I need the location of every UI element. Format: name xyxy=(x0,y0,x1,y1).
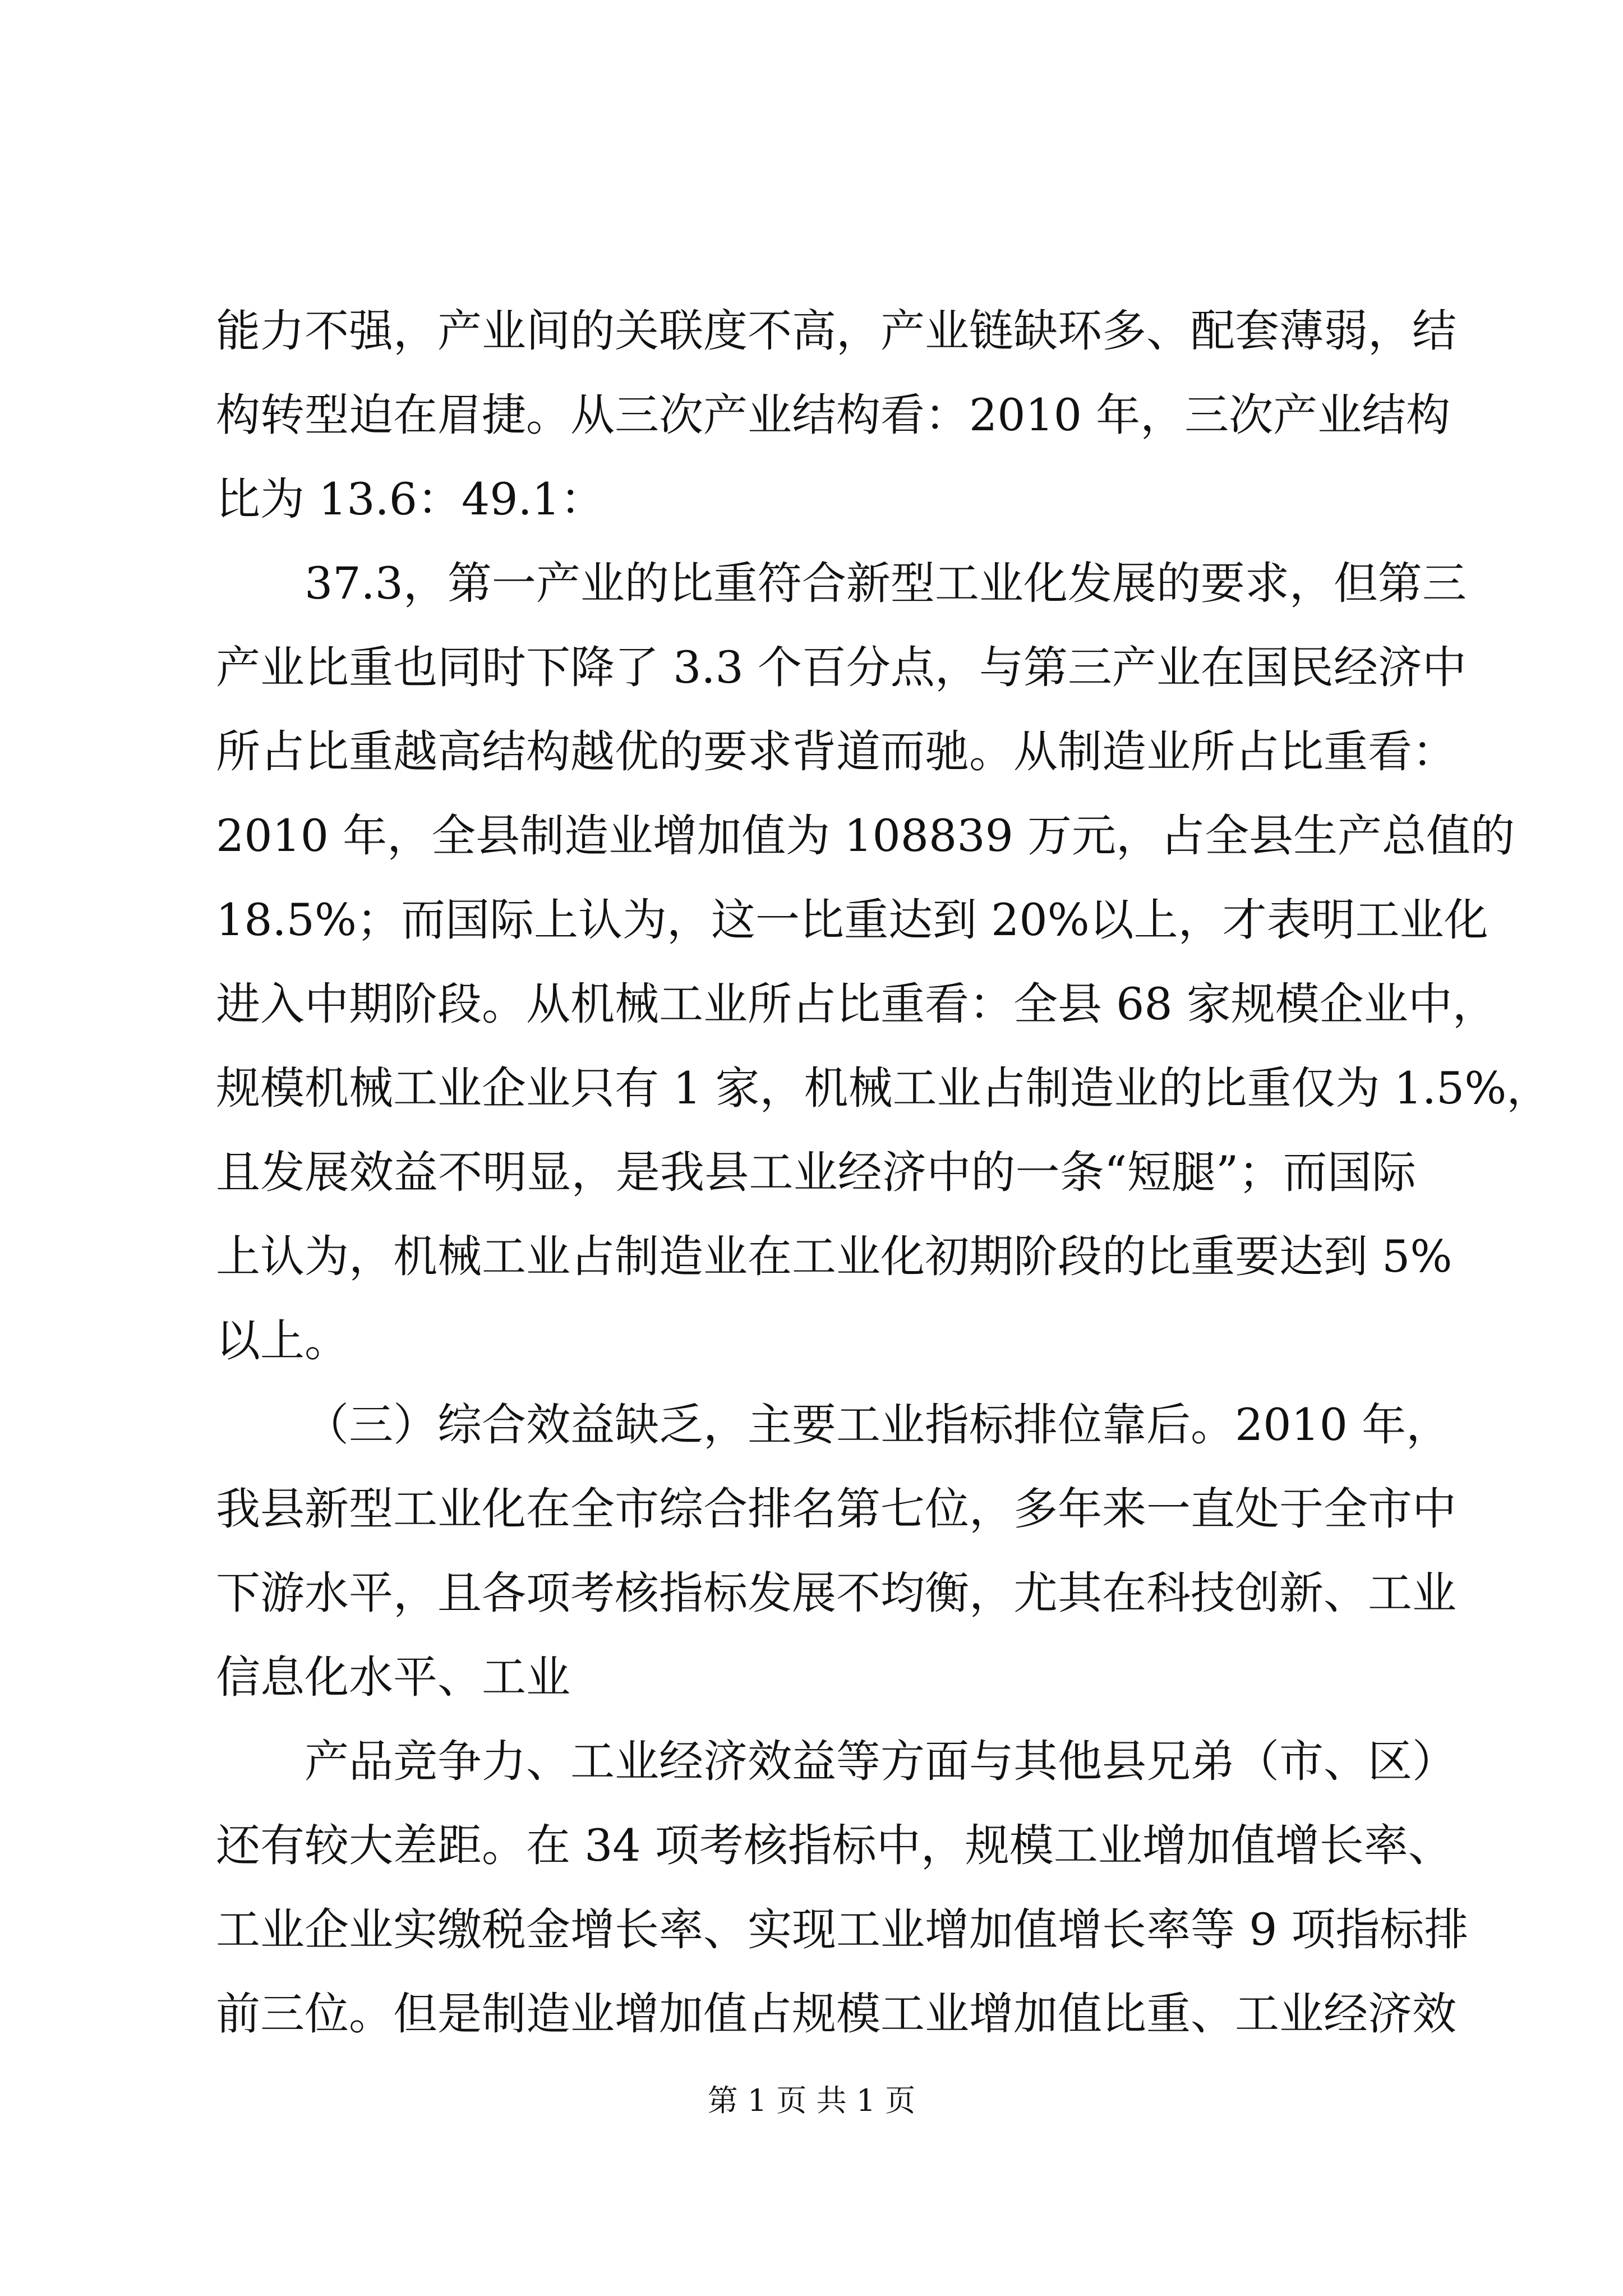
text-line: 我县新型工业化在全市综合排名第七位，多年来一直处于全市中 xyxy=(216,1483,1456,1535)
section-heading-line: （三）综合效益缺乏，主要工业指标排位靠后。2010 年， xyxy=(305,1399,1451,1451)
text-line: 构转型迫在眉捷。从三次产业结构看：2010 年，三次产业结构 xyxy=(216,389,1451,441)
text-line: 且发展效益不明显，是我县工业经济中的一条“短腿”；而国际 xyxy=(216,1147,1416,1198)
text-line: 所占比重越高结构越优的要求背道而驰。从制造业所占比重看： xyxy=(216,726,1456,777)
text-line: 比为 13.6：49.1： xyxy=(216,473,605,525)
text-line: 前三位。但是制造业增加值占规模工业增加值比重、工业经济效 xyxy=(216,1988,1456,2040)
text-line: 能力不强，产业间的关联度不高，产业链缺环多、配套薄弱，结 xyxy=(216,305,1456,357)
page-footer: 第 1 页 共 1 页 xyxy=(707,2083,916,2118)
text-line: 工业企业实缴税金增长率、实现工业增加值增长率等 9 项指标排 xyxy=(216,1904,1469,1955)
text-line: 还有较大差距。在 34 项考核指标中，规模工业增加值增长率、 xyxy=(216,1820,1453,1871)
text-line: 18.5%；而国际上认为，这一比重达到 20%以上，才表明工业化 xyxy=(216,894,1488,946)
text-line: 2010 年，全县制造业增加值为 108839 万元，占全县生产总值的 xyxy=(216,810,1515,862)
text-line: 规模机械工业企业只有 1 家，机械工业占制造业的比重仅为 1.5%， xyxy=(216,1062,1551,1114)
text-line: 信息化水平、工业 xyxy=(216,1651,570,1703)
text-line: 上认为，机械工业占制造业在工业化初期阶段的比重要达到 5% xyxy=(216,1231,1453,1282)
text-line: 产业比重也同时下降了 3.3 个百分点，与第三产业在国民经济中 xyxy=(216,642,1467,693)
text-line: 进入中期阶段。从机械工业所占比重看：全县 68 家规模企业中， xyxy=(216,978,1497,1030)
text-line: 以上。 xyxy=(216,1315,349,1366)
text-line: 37.3，第一产业的比重符合新型工业化发展的要求，但第三 xyxy=(305,558,1467,609)
text-line: 下游水平，且各项考核指标发展不均衡，尤其在科技创新、工业 xyxy=(216,1567,1456,1619)
text-line: 产品竞争力、工业经济效益等方面与其他县兄弟（市、区） xyxy=(305,1736,1456,1787)
